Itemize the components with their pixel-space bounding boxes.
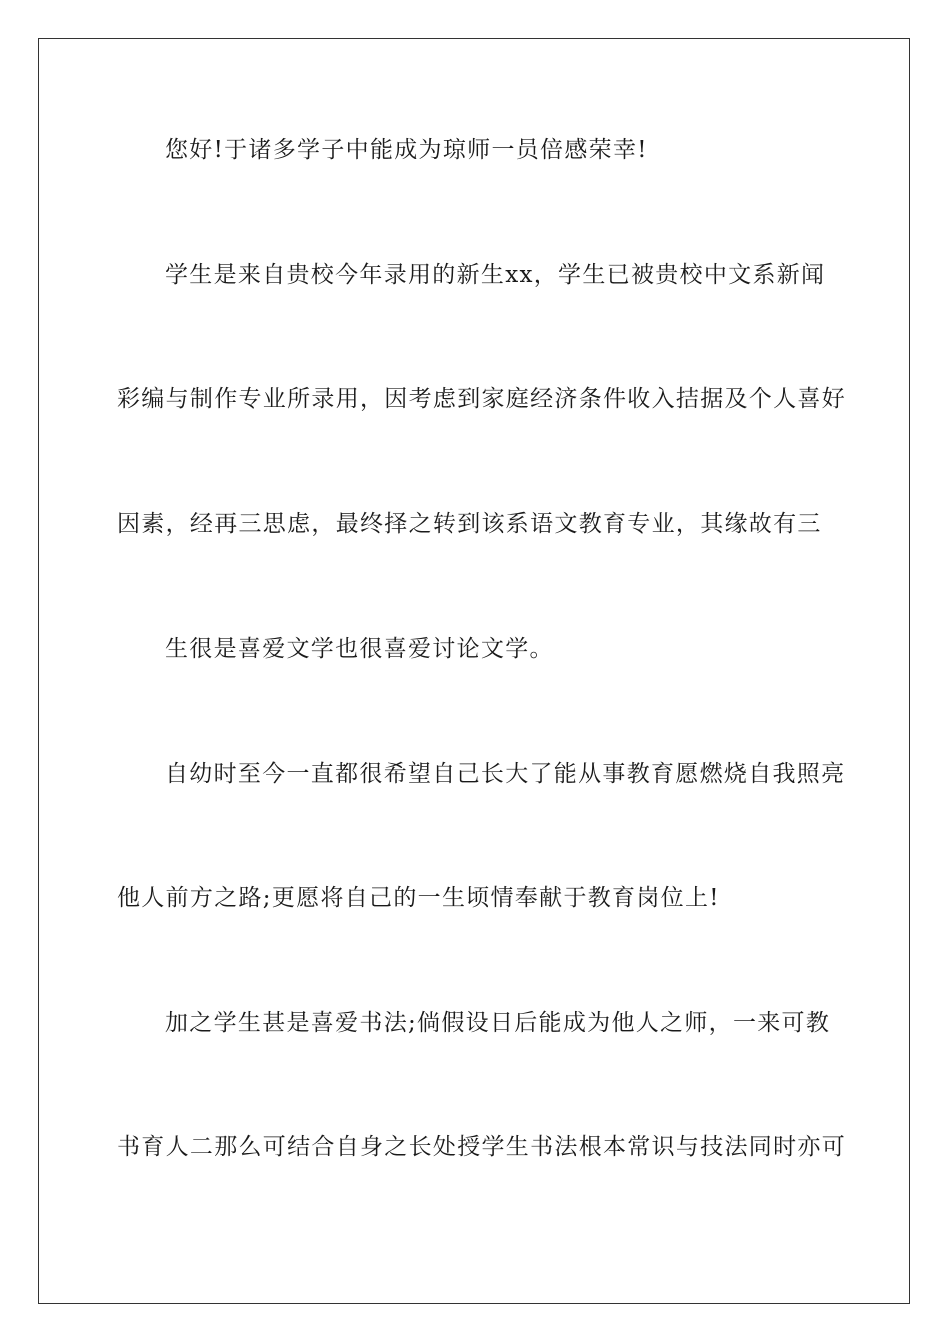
paragraph-line-3: 彩编与制作专业所录用，因考虑到家庭经济条件收入拮据及个人喜好 [117,386,846,412]
paragraph-line-7: 他人前方之路;更愿将自己的一生顷情奉献于教育岗位上! [117,885,720,911]
paragraph-line-6: 自幼时至今一直都很希望自己长大了能从事教育愿燃烧自我照亮 [165,761,846,787]
paragraph-line-4: 因素，经再三思虑，最终择之转到该系语文教育专业，其缘故有三 [117,511,822,537]
paragraph-line-8: 加之学生甚是喜爱书法;倘假设日后能成为他人之师，一来可教 [165,1010,831,1036]
page-border [38,38,910,1304]
paragraph-line-9: 书育人二那么可结合自身之长处授学生书法根本常识与技法同时亦可 [117,1134,846,1160]
paragraph-line-2: 学生是来自贵校今年录用的新生xx，学生已被贵校中文系新闻 [165,262,826,288]
paragraph-line-5: 生很是喜爱文学也很喜爱讨论文学。 [165,636,554,662]
paragraph-line-1: 您好!于诸多学子中能成为琼师一员倍感荣幸! [165,137,648,163]
